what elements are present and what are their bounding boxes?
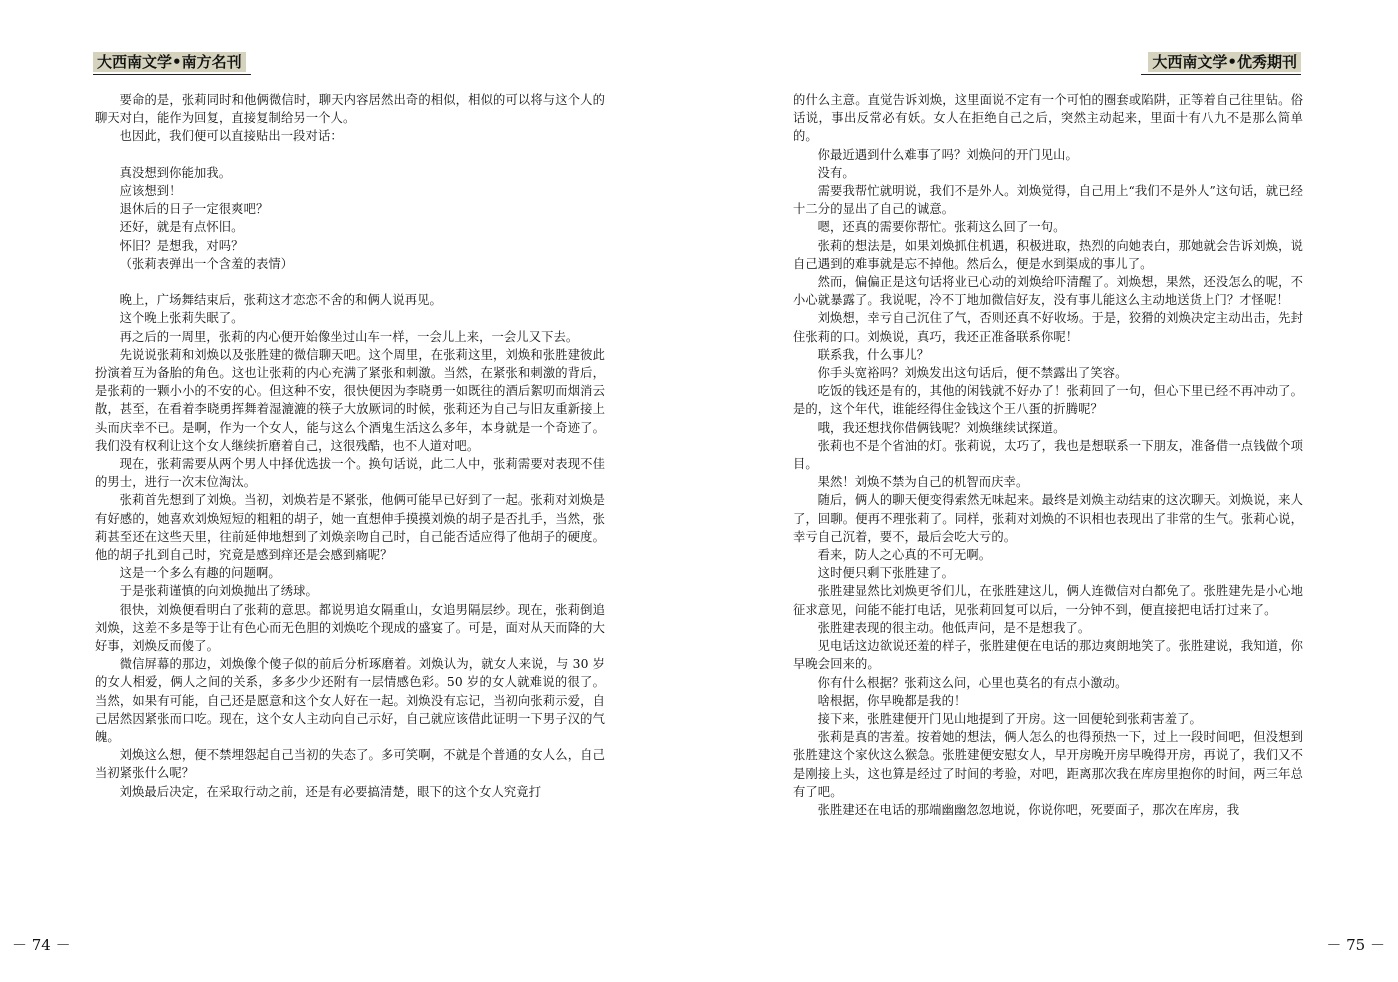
paragraph: 哦，我还想找你借俩钱呢？刘焕继续试探道。	[817, 420, 1066, 435]
paragraph: 晚上，广场舞结束后，张莉这才恋恋不舍的和俩人说再见。	[119, 293, 442, 308]
paragraph: 刘焕这么想，便不禁埋怨起自己当初的失态了。多可笑啊，不就是个普通的女人么，自己当初紧张什么呢？	[95, 748, 605, 781]
paragraph: 嗯，还真的需要你帮忙。张莉这么回了一句。	[817, 220, 1066, 235]
paragraph: 的什么主意。直觉告诉刘焕，这里面说不定有一个可怕的圈套或陷阱，正等着自己往里钻。俗话说，事出反常必有妖。女人在拒绝自己之后，突然主动起来，里面十有八九不是那么简单的。	[793, 93, 1303, 144]
paragraph: （张莉表弹出一个含羞的表情）	[119, 256, 294, 271]
right-header-rule	[1141, 74, 1301, 75]
paragraph: 刘焕想，幸亏自己沉住了气，否则还真不好收场。于是，狡猾的刘焕决定主动出击，先封住张莉的口。刘焕说，真巧，我还正准备联系你呢！	[793, 311, 1303, 344]
paragraph: 接下来，张胜建便开门见山地提到了开房。这一回便轮到张莉害羞了。	[817, 711, 1202, 726]
paragraph: 这是一个多么有趣的问题啊。	[119, 566, 281, 581]
left-running-header: 大西南文学•南方名刊	[93, 52, 246, 72]
right-page	[699, 0, 1398, 982]
paragraph: 怀旧？是想我，对吗？	[119, 238, 244, 253]
paragraph: 没有。	[817, 165, 855, 180]
paragraph: 张莉首先想到了刘焕。当初，刘焕若是不紧张，他俩可能早已好到了一起。张莉对刘焕是有好感的，她喜欢刘焕短短的粗粗的胡子，她一直想伸手摸摸刘焕的胡子是否扎手，当然，张莉甚至还在这些天里，往前延伸地想到了刘焕亲吻自己时，自己能否适应得了他胡子的硬度。他的胡子扎到自己时，究竟是感到痒还是会感到痛呢？	[95, 493, 605, 563]
left-page-number: － 74 －	[12, 936, 71, 954]
right-page-number: － 75 －	[1326, 936, 1385, 954]
paragraph: 这时便只剩下张胜建了。	[817, 566, 954, 581]
right-body-text	[793, 91, 1303, 819]
paragraph: 也因此，我们便可以直接贴出一段对话：	[119, 129, 343, 144]
paragraph: 真没想到你能加我。	[119, 165, 232, 180]
paragraph: 你手头宽裕吗？刘焕发出这句话后，便不禁露出了笑容。	[817, 366, 1128, 381]
paragraph: 果然！刘焕不禁为自己的机智而庆幸。	[817, 475, 1029, 490]
paragraph: 应该想到！	[119, 184, 182, 198]
paragraph: 张胜建显然比刘焕更爷们儿，在张胜建这儿，俩人连微信对白都免了。张胜建先是小心地征求意见，问能不能打电话，见张莉回复可以后，一分钟不到，便直接把电话打过来了。	[793, 584, 1303, 617]
paragraph: 然而，偏偏正是这句话将业已心动的刘焕给吓清醒了。刘焕想，果然，还没怎么的呢，不小心就暴露了。我说呢，冷不丁地加微信好友，没有事儿能这么主动地送货上门？才怪呢！	[793, 275, 1303, 308]
paragraph: 微信屏幕的那边，刘焕像个傻子似的前后分析琢磨着。刘焕认为，就女人来说，与 30 岁的女人相爱，俩人之间的关系，多多少少还附有一层情感色彩。50 岁的女人就难说的很了。当然，如果有可能，自己还是愿意和这个女人好在一起。刘焕没有忘记，当初向张莉示爱，自己居然因紧张而口吃。现在，这个女人主动向自己示好，自己就应该借此证明一下男子汉的气魄。	[95, 657, 605, 745]
paragraph: 要命的是，张莉同时和他俩微信时，聊天内容居然出奇的相似，相似的可以将与这个人的聊天对白，能作为回复，直接复制给另一个人。	[95, 93, 605, 126]
paragraph: 退休后的日子一定很爽吧？	[119, 202, 269, 217]
paragraph: 于是张莉谨慎的向刘焕抛出了绣球。	[119, 584, 318, 599]
paragraph: 随后，俩人的聊天便变得索然无味起来。最终是刘焕主动结束的这次聊天。刘焕说，来人了，回聊。便再不理张莉了。同样，张莉对刘焕的不识相也表现出了非常的生气。张莉心说，幸亏自己沉着，要不，最后会吃大亏的。	[793, 493, 1303, 544]
paragraph: 张莉的想法是，如果刘焕抓住机遇，积极进取，热烈的向她表白，那她就会告诉刘焕，说自己遇到的难事就是忘不掉他。然后么，便是水到渠成的事儿了。	[793, 238, 1303, 271]
paragraph: 刘焕最后决定，在采取行动之前，还是有必要搞清楚，眼下的这个女人究竟打	[119, 784, 542, 799]
paragraph: 这个晚上张莉失眠了。	[119, 311, 244, 326]
paragraph: 再之后的一周里，张莉的内心便开始像坐过山车一样，一会儿上来，一会儿又下去。	[119, 329, 579, 344]
paragraph: 张莉是真的害羞。按着她的想法，俩人怎么的也得预热一下，过上一段时间吧，但没想到张胜建这个家伙这么猴急。张胜建便安慰女人，早开房晚开房早晚得开房，再说了，我们又不是刚接上头，这也算是经过了时间的考验，对吧，距离那次我在库房里抱你的时间，两三年总有了吧。	[793, 730, 1303, 799]
paragraph: 张胜建还在电话的那端幽幽忽忽地说，你说你吧，死要面子，那次在库房，我	[817, 802, 1240, 817]
paragraph: 见电话这边欲说还羞的样子，张胜建便在电话的那边爽朗地笑了。张胜建说，我知道，你早晚会回来的。	[793, 639, 1303, 672]
paragraph: 还好，就是有点怀旧。	[119, 220, 244, 235]
left-body-text	[95, 91, 605, 801]
paragraph: 你最近遇到什么难事了吗？刘焕问的开门见山。	[817, 147, 1078, 162]
paragraph: 联系我，什么事儿？	[817, 347, 930, 362]
paragraph: 先说说张莉和刘焕以及张胜建的微信聊天吧。这个周里，在张莉这里，刘焕和张胜建彼此扮演着互为备胎的角色。这也让张莉的内心充满了紧张和刺激。当然，在紧张和刺激的背后，是张莉的一颗小小的不安的心。但这种不安，很快便因为李晓勇一如既往的酒后絮叨而烟消云散，甚至，在看着李晓勇挥舞着湿漉漉的筷子大放厥词的时候，张莉还为自己与旧友重新接上头而庆幸不已。是啊，作为一个女人，能与这么个酒鬼生活这么多年，本身就是一个奇迹了。我们没有权利让这个女人继续折磨着自己，这很残酷，也不人道对吧。	[95, 347, 605, 453]
blank-line	[95, 273, 605, 291]
left-header-rule	[93, 74, 251, 75]
paragraph: 张莉也不是个省油的灯。张莉说，太巧了，我也是想联系一下朋友，准备借一点钱做个项目。	[793, 438, 1303, 472]
right-running-header: 大西南文学•优秀期刊	[1148, 52, 1301, 72]
paragraph: 很快，刘焕便看明白了张莉的意思。都说男追女隔重山，女追男隔层纱。现在，张莉倒追刘焕，这差不多是等于让有色心而无色胆的刘焕吃个现成的盛宴了。可是，面对从天而降的大好事，刘焕反而傻了。	[95, 602, 605, 654]
blank-line	[95, 146, 605, 164]
paragraph: 看来，防人之心真的不可无啊。	[817, 548, 992, 563]
paragraph: 啥根据，你早晚都是我的！	[817, 693, 967, 708]
paragraph: 现在，张莉需要从两个男人中择优选拔一个。换句话说，此二人中，张莉需要对表现不佳的男士，进行一次末位淘汰。	[95, 457, 605, 490]
paragraph: 你有什么根据？张莉这么问，心里也莫名的有点小激动。	[817, 675, 1128, 690]
paragraph: 吃饭的钱还是有的，其他的闲钱就不好办了！张莉回了一句，但心下里已经不再冲动了。是的，这个年代，谁能经得住金钱这个王八蛋的折腾呢？	[793, 384, 1303, 417]
paragraph: 张胜建表现的很主动。他低声问，是不是想我了。	[817, 620, 1091, 635]
paragraph: 需要我帮忙就明说，我们不是外人。刘焕觉得，自己用上“我们不是外人”这句话，就已经十二分的显出了自己的诚意。	[793, 184, 1303, 217]
